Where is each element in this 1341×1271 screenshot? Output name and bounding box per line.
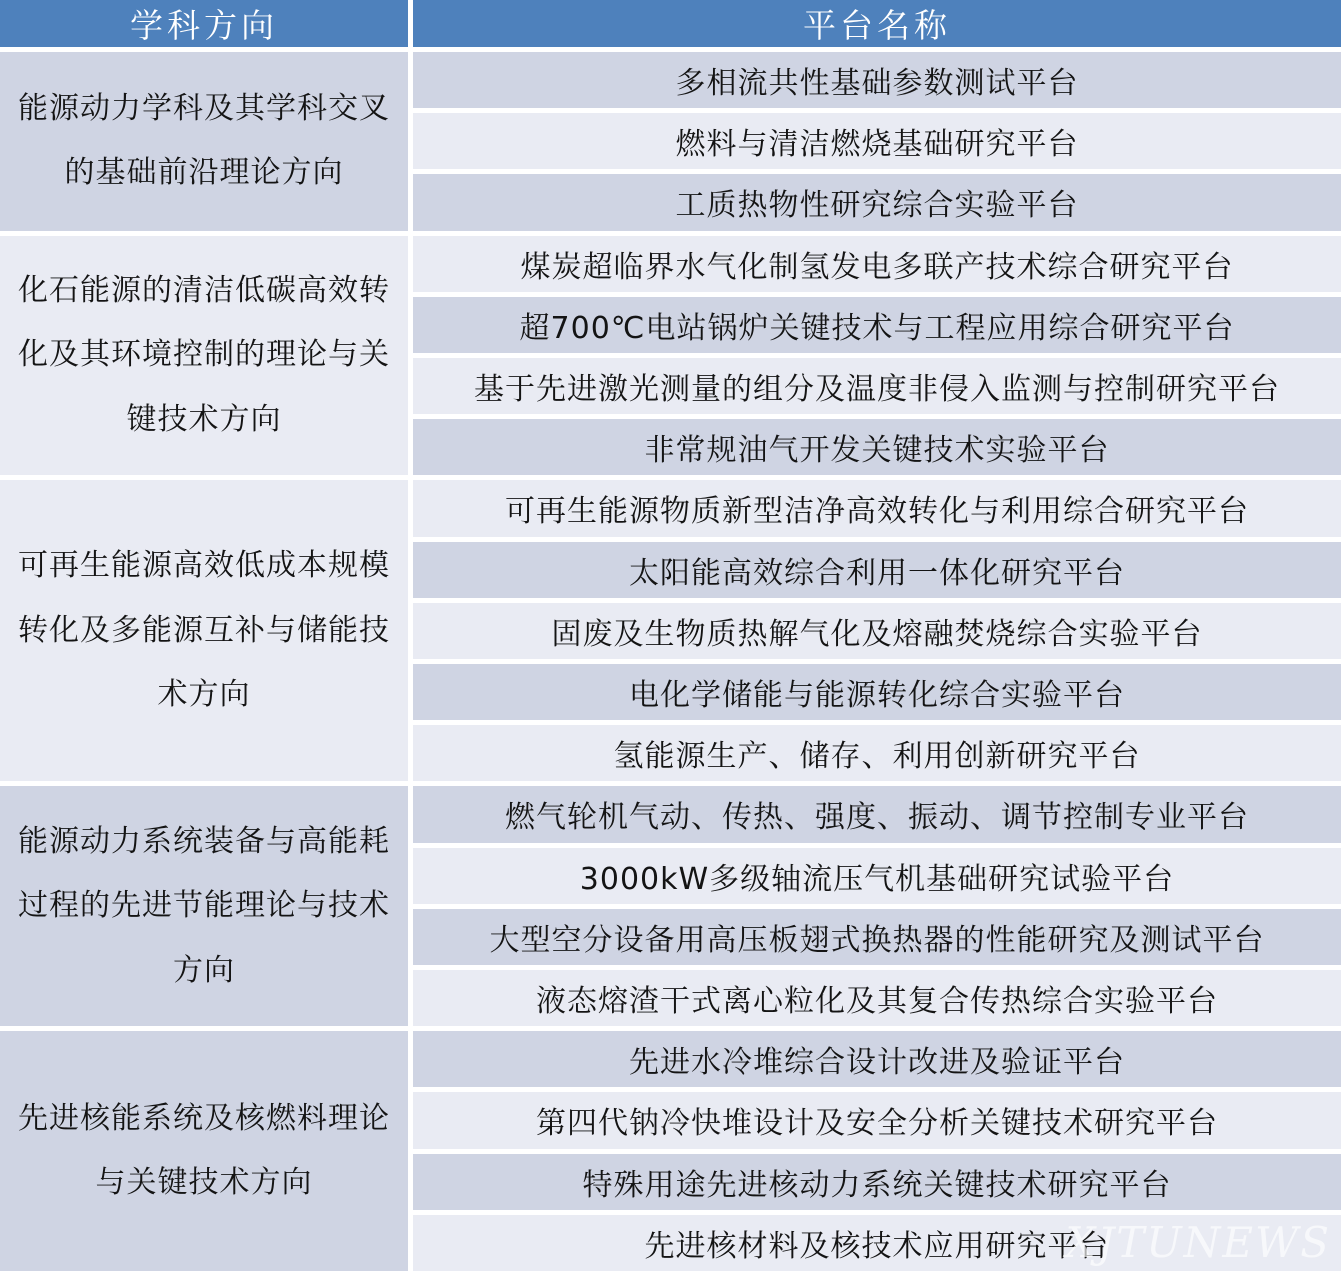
platform-cell: 电化学储能与能源转化综合实验平台 [413, 664, 1341, 720]
direction-cell-1: 能源动力学科及其学科交叉的基础前沿理论方向 [0, 52, 408, 231]
platform-cell: 燃料与清洁燃烧基础研究平台 [413, 113, 1341, 169]
platform-cell: 可再生能源物质新型洁净高效转化与利用综合研究平台 [413, 480, 1341, 536]
platform-cell: 基于先进激光测量的组分及温度非侵入监测与控制研究平台 [413, 358, 1341, 414]
direction-cell-5: 先进核能系统及核燃料理论与关键技术方向 [0, 1031, 408, 1271]
xjtunews-watermark: XJTUNEWS [1065, 1218, 1331, 1267]
platform-cell: 多相流共性基础参数测试平台 [413, 52, 1341, 108]
platform-cell: 燃气轮机气动、传热、强度、振动、调节控制专业平台 [413, 786, 1341, 842]
platform-cell: 先进水冷堆综合设计改进及验证平台 [413, 1031, 1341, 1087]
direction-cell-2: 化石能源的清洁低碳高效转化及其环境控制的理论与关键技术方向 [0, 236, 408, 476]
platform-cell: 煤炭超临界水气化制氢发电多联产技术综合研究平台 [413, 236, 1341, 292]
platform-cell: 先进核材料及核技术应用研究平台 [413, 1215, 1341, 1271]
platform-cell: 超700℃电站锅炉关键技术与工程应用综合研究平台 [413, 297, 1341, 353]
platform-cell: 3000kW多级轴流压气机基础研究试验平台 [413, 848, 1341, 904]
platform-cell: 大型空分设备用高压板翅式换热器的性能研究及测试平台 [413, 909, 1341, 965]
platform-cell: 固废及生物质热解气化及熔融焚烧综合实验平台 [413, 603, 1341, 659]
platform-cell: 非常规油气开发关键技术实验平台 [413, 419, 1341, 475]
direction-cell-3: 可再生能源高效低成本规模转化及多能源互补与储能技术方向 [0, 480, 408, 781]
platform-cell: 工质热物性研究综合实验平台 [413, 174, 1341, 230]
direction-cell-4: 能源动力系统装备与高能耗过程的先进节能理论与技术方向 [0, 786, 408, 1026]
platform-cell: 第四代钠冷快堆设计及安全分析关键技术研究平台 [413, 1092, 1341, 1148]
platform-cell: 太阳能高效综合利用一体化研究平台 [413, 542, 1341, 598]
platform-cell: 氢能源生产、储存、利用创新研究平台 [413, 725, 1341, 781]
platform-cell: 液态熔渣干式离心粒化及其复合传热综合实验平台 [413, 970, 1341, 1026]
platform-cell: 特殊用途先进核动力系统关键技术研究平台 [413, 1154, 1341, 1210]
column-header-platform: 平台名称 [413, 0, 1341, 47]
column-header-discipline: 学科方向 [0, 0, 408, 47]
